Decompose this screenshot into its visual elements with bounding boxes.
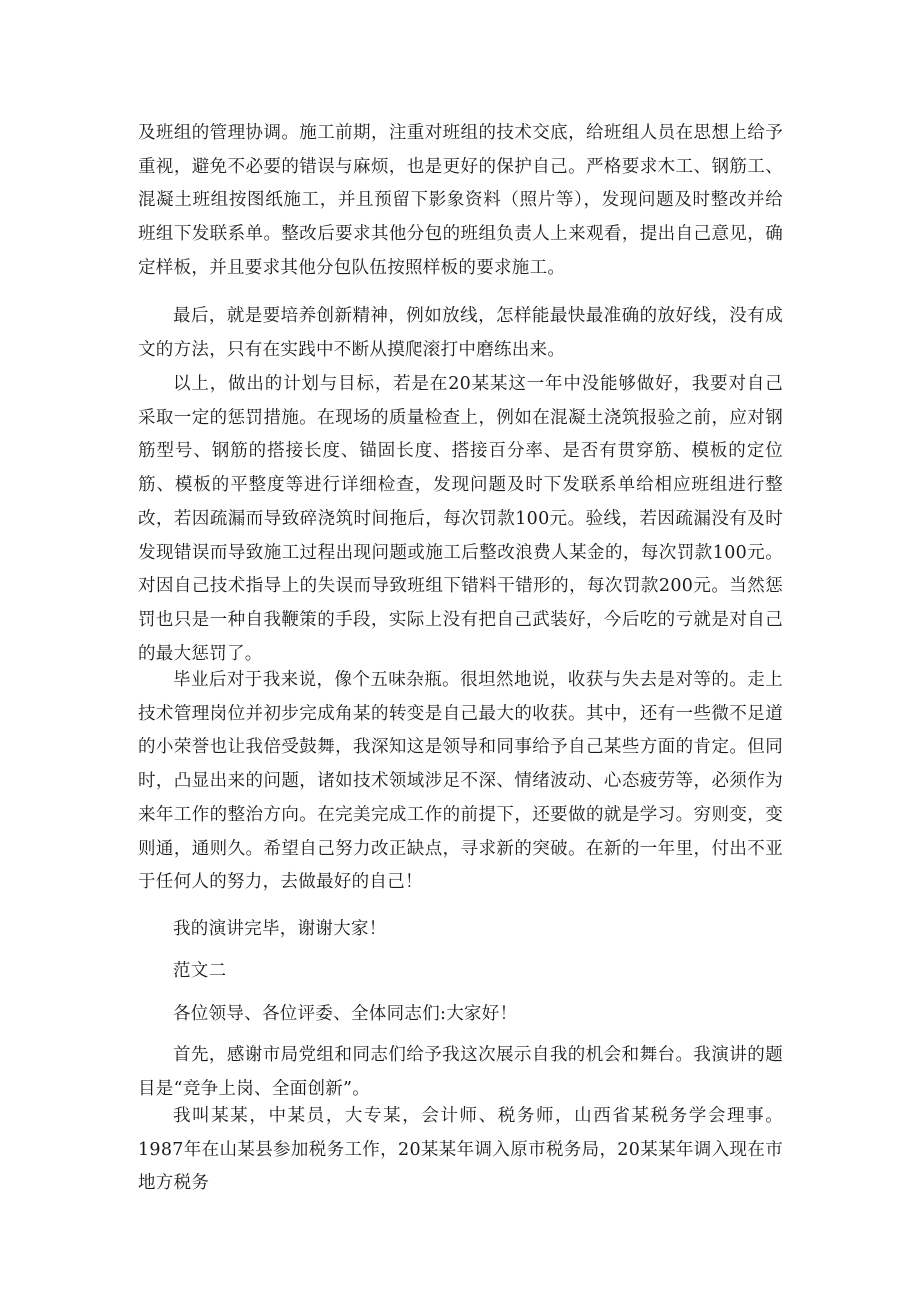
paragraph-penalties: 以上，做出的计划与目标，若是在20某某这一年中没能够做好，我要对自己采取一定的惩罚措施。在现场的质量检查上，例如在混凝土浇筑报验之前，应对钢筋型号、钢筋的搭接长度、锚固长度、搭接百分率、是否有贯穿筋、模板的定位筋、模板的平整度等进行详细检查，发现问题及时下发联系单给相应班组进行整改，若因疏漏而导致碎浇筑时间拖后，每次罚款100元。验线，若因疏漏没有及时发现错误而导致施工过程出现问题或施工后整改浪费人某金的，每次罚款100元。对因自己技术指导上的失误而导致班组下错料干错形的，每次罚款200元。当然惩罚也只是一种自我鞭策的手段，实际上没有把自己武装好，今后吃的亏就是对自己的最大惩罚了。 <box>138 374 783 664</box>
paragraph-closing: 我的演讲完毕，谢谢大家！ <box>173 919 387 939</box>
section-heading-sample-two: 范文二 <box>173 961 227 981</box>
paragraph-team-coordination: 及班组的管理协调。施工前期，注重对班组的技术交底，给班组人员在思想上给予重视，避免不必要的错误与麻烦，也是更好的保护自己。严格要求木工、钢筋工、混凝土班组按图纸施工，并且预留下影象资料（照片等），发现问题及时整改并给班组下发联系单。整改后要求其他分包的班组负责人上来观看，提出自己意见，确定样板，并且要求其他分包队伍按照样板的要求施工。 <box>138 123 783 278</box>
paragraph-thanks-title: 首先，感谢市局党组和同志们给予我这次展示自我的机会和舞台。我演讲的题目是“竞争上岗、全面创新”。 <box>138 1045 783 1099</box>
paragraph-greeting: 各位领导、各位评委、全体同志们:大家好！ <box>173 1004 518 1024</box>
paragraph-reflection: 毕业后对于我来说，像个五味杂瓶。很坦然地说，收获与失去是对等的。走上技术管理岗位并初步完成角某的转变是自己最大的收获。其中，还有一些微不足道的小荣誉也让我倍受鼓舞，我深知这是领导和同事给予自己某些方面的肯定。但同时，凸显出来的问题，诸如技术领域涉足不深、情绪波动、心态疲劳等，必须作为来年工作的整治方向。在完美完成工作的前提下，还要做的就是学习。穷则变，变则通，通则久。希望自己努力改正缺点，寻求新的突破。在新的一年里，付出不亚于任何人的努力，去做最好的自己！ <box>138 670 783 893</box>
paragraph-self-introduction: 我叫某某，中某员，大专某，会计师、税务师，山西省某税务学会理事。1987年在山某县参加税务工作，20某某年调入原市税务局，20某某年调入现在市地方税务 <box>138 1106 783 1194</box>
paragraph-innovation: 最后，就是要培养创新精神，例如放线，怎样能最快最准确的放好线，没有成文的方法，只有在实践中不断从摸爬滚打中磨练出来。 <box>138 306 783 360</box>
